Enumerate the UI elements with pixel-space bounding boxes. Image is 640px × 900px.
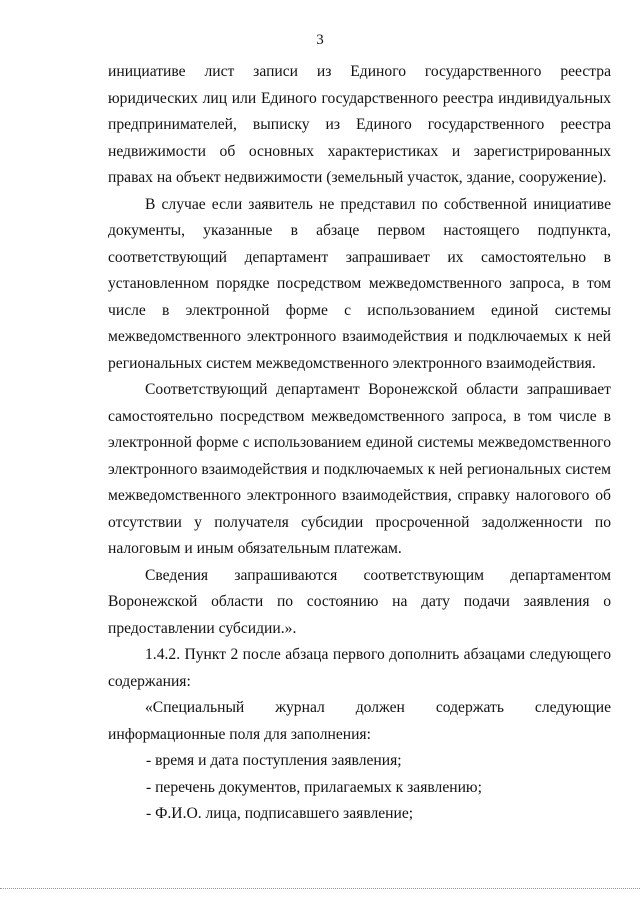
document-body	[108, 59, 611, 828]
page-bottom-rule	[0, 888, 640, 889]
paragraph-journal-fields: «Специальный журнал должен содержать следующие информационные поля для заполнения:	[108, 699, 611, 743]
page-number: 3	[316, 32, 324, 48]
paragraph-documents-request: В случае если заявитель не представил по собственной инициативе документы, указанные в абзаце первом настоящего подпункта, соответствующий департамент запрашивает их самостоятельно в установленном порядке посредством межведомственного запроса, в том числе в электронной форме с использованием единой системы межведомственного электронного взаимодействия и подключаемых к ней региональных систем межведомственного электронного взаимодействия.	[108, 195, 611, 372]
paragraph-information-date: Сведения запрашиваются соответствующим департаментом Воронежской области по состоянию на дату подачи заявления о предоставлении субсидии.».	[108, 566, 611, 637]
paragraph-continuation: инициативе лист записи из Единого государственного реестра юридических лиц или Единого государственного реестра индивидуальных предпринимателей, выписку из Единого государственного реестра недвижимости об основных характеристиках и зарегистрированных правах на объект недвижимости (земельный участок, здание, сооружение).	[108, 63, 611, 186]
list-item-signer-name: - Ф.И.О. лица, подписавшего заявление;	[146, 805, 414, 822]
paragraph-tax-certificate: Соответствующий департамент Воронежской области запрашивает самостоятельно посредством межведомственного запроса, в том числе в электронной форме с использованием единой системы межведомственного электронного взаимодействия и подключаемых к ней региональных систем межведомственного электронного взаимодействия, справку налогового об отсутствии у получателя субсидии просроченной задолженности по налоговым и иным обязательным платежам.	[108, 381, 611, 557]
list-item-receipt-time: - время и дата поступления заявления;	[146, 752, 402, 769]
list-item-documents-list: - перечень документов, прилагаемых к заявлению;	[146, 778, 482, 796]
paragraph-amendment-1-4-2: 1.4.2. Пункт 2 после абзаца первого дополнить абзацами следующего содержания:	[108, 646, 611, 690]
